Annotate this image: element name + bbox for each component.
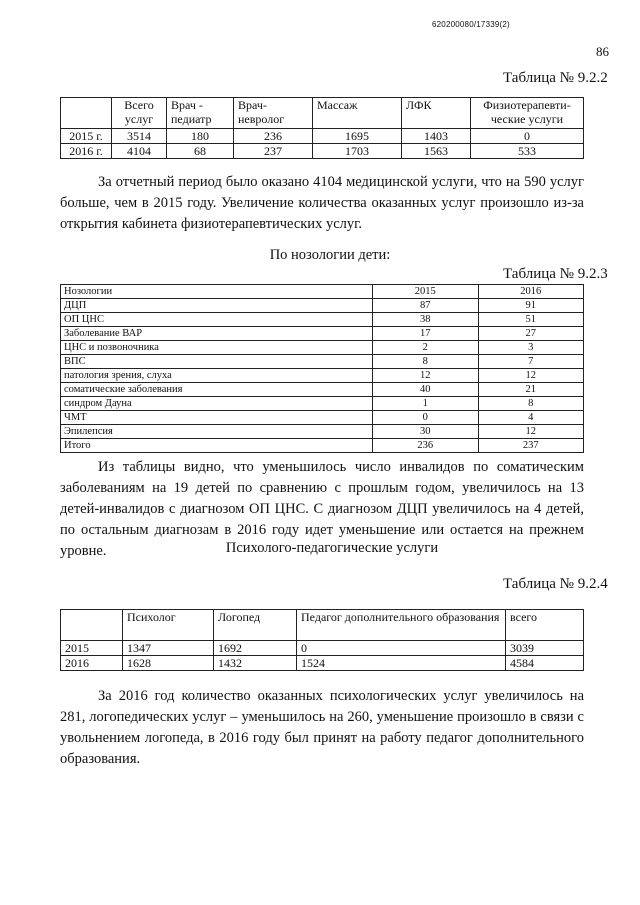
table-cell: 2015 г. [61, 129, 112, 144]
table-cell: 1703 [313, 144, 402, 159]
header-cell: ЛФК [402, 98, 471, 129]
table-cell: ВПС [61, 355, 373, 369]
header-cell: Логопед [214, 610, 297, 641]
table-cell: 21 [478, 383, 584, 397]
table-row [61, 341, 584, 355]
table-cell: ЧМТ [61, 411, 373, 425]
table-cell: 3039 [506, 641, 584, 656]
header-cell: Физиотерапевти- ческие услуги [471, 98, 584, 129]
header-cell: Педагог дополнительного образования [297, 610, 506, 641]
paragraph-nosology-analysis: Из таблицы видно, что уменьшилось число инвалидов по соматическим заболеваниям на 19 детей по сравнению с прошлым годом, увеличилось на 13 детей-инвалидов с диагнозом ОП ЦНС. С диагнозом ДЦП увеличилось на 4 детей, по остальным диагнозам в 2016 году идет уменьшение или остается на прежнем уровне. [60, 459, 584, 559]
table-cell: ОП ЦНС [61, 313, 373, 327]
table-cell: 1692 [214, 641, 297, 656]
table-cell: 17 [373, 327, 479, 341]
table-cell: 2016 г. [61, 144, 112, 159]
table-cell: 0 [471, 129, 584, 144]
table-cell: 7 [478, 355, 584, 369]
table-cell: 237 [234, 144, 313, 159]
page-number: 86 [596, 44, 609, 59]
table-cell: 3 [478, 341, 584, 355]
table-cell: 8 [478, 397, 584, 411]
table-cell: 1403 [402, 129, 471, 144]
table-924-caption: Таблица № 9.2.4 [503, 576, 608, 592]
header-cell: Нозологии [61, 285, 373, 299]
table-cell: 2016 [61, 656, 123, 671]
header-cell: Массаж [313, 98, 402, 129]
table-cell: 40 [373, 383, 479, 397]
table-cell: 236 [234, 129, 313, 144]
table-cell: 3514 [112, 129, 167, 144]
table-cell: 0 [297, 641, 506, 656]
table-row [61, 129, 584, 144]
table-cell: 68 [167, 144, 234, 159]
table-cell: 87 [373, 299, 479, 313]
table-row [61, 369, 584, 383]
table-row [61, 411, 584, 425]
table-cell: 12 [478, 369, 584, 383]
table-cell: 30 [373, 425, 479, 439]
table-cell: 1432 [214, 656, 297, 671]
table-cell: ЦНС и позвоночника [61, 341, 373, 355]
header-cell: Врач- невролог [234, 98, 313, 129]
table-cell: соматические заболевания [61, 383, 373, 397]
table-row [61, 656, 584, 671]
table-row [61, 327, 584, 341]
table-cell: 38 [373, 313, 479, 327]
table-cell: 236 [373, 439, 479, 453]
table-header-row [61, 285, 584, 299]
table-cell: 1347 [123, 641, 214, 656]
table-cell: 0 [373, 411, 479, 425]
table-922 [60, 97, 584, 159]
table-row [61, 383, 584, 397]
table-cell: 533 [471, 144, 584, 159]
table-cell: 237 [478, 439, 584, 453]
table-cell: патология зрения, слуха [61, 369, 373, 383]
header-cell: 2016 [478, 285, 584, 299]
header-cell: Врач - педиатр [167, 98, 234, 129]
table-header-row [61, 610, 584, 641]
table-cell: 1524 [297, 656, 506, 671]
table-cell: 12 [478, 425, 584, 439]
table-cell: 8 [373, 355, 479, 369]
table-cell: 4584 [506, 656, 584, 671]
table-row [61, 313, 584, 327]
table-header-row [61, 98, 584, 129]
header-cell [61, 98, 112, 129]
table-cell: синдром Дауна [61, 397, 373, 411]
table-row [61, 299, 584, 313]
table-cell: 1628 [123, 656, 214, 671]
header-cell: Психолог [123, 610, 214, 641]
table-923 [60, 284, 584, 453]
table-row [61, 355, 584, 369]
table-cell: 91 [478, 299, 584, 313]
table-cell: 27 [478, 327, 584, 341]
table-cell: Заболевание ВАР [61, 327, 373, 341]
heading-nosology: По нозологии дети: [269, 247, 391, 263]
table-924 [60, 609, 584, 671]
table-cell: 1695 [313, 129, 402, 144]
table-cell: 1563 [402, 144, 471, 159]
header-cell: Всего услуг [112, 98, 167, 129]
paragraph-services: За отчетный период было оказано 4104 медицинской услуги, что на 590 услуг больше, чем в 2015 году. Увеличение количества оказанных услуг произошло из-за открытия кабинета физиотерапевтических услуг. [60, 174, 584, 232]
table-cell: 1 [373, 397, 479, 411]
table-row [61, 641, 584, 656]
table-cell: 180 [167, 129, 234, 144]
table-cell: Эпилепсия [61, 425, 373, 439]
heading-psych-services: Психолого-педагогические услуги [225, 540, 439, 556]
table-cell: 2015 [61, 641, 123, 656]
header-cell: всего [506, 610, 584, 641]
table-cell: Итого [61, 439, 373, 453]
paragraph-psych-analysis: За 2016 год количество оказанных психологических услуг увеличилось на 281, логопедических услуг – уменьшилось на 260, уменьшение произошло в связи с увольнением логопеда, в 2016 году был принят на работу педагог дополнительного образования. [60, 688, 584, 767]
header-cell: 2015 [373, 285, 479, 299]
table-923-caption: Таблица № 9.2.3 [503, 266, 608, 282]
table-row [61, 439, 584, 453]
table-row [61, 425, 584, 439]
table-cell: 4 [478, 411, 584, 425]
document-id: 620200080/17339(2) [432, 20, 510, 29]
table-row [61, 397, 584, 411]
table-cell: 4104 [112, 144, 167, 159]
table-cell: ДЦП [61, 299, 373, 313]
table-cell: 51 [478, 313, 584, 327]
table-922-caption: Таблица № 9.2.2 [503, 70, 608, 86]
table-cell: 2 [373, 341, 479, 355]
header-cell [61, 610, 123, 641]
table-row [61, 144, 584, 159]
table-cell: 12 [373, 369, 479, 383]
